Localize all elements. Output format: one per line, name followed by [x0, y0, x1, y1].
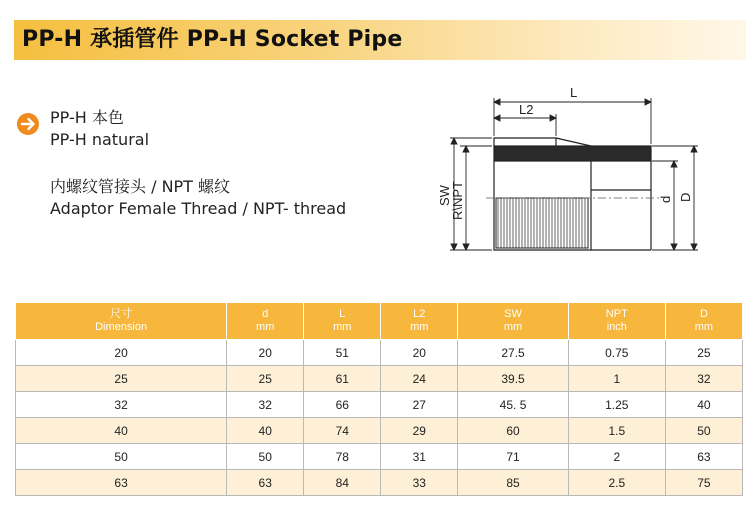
table-cell: 0.75: [568, 340, 665, 366]
column-header-unit: mm: [333, 321, 352, 333]
product-type-block: [50, 176, 346, 220]
label-D: D: [678, 192, 693, 202]
table-cell: 40: [16, 418, 227, 444]
table-row: [16, 444, 743, 470]
table-cell: 39.5: [458, 366, 568, 392]
table-cell: 20: [16, 340, 227, 366]
thread-area: [496, 198, 588, 248]
column-header-unit: inch: [606, 321, 627, 333]
label-d: d: [658, 195, 673, 203]
table-cell: 33: [381, 470, 458, 496]
page-title: PP-H 承插管件 PP-H Socket Pipe: [22, 27, 403, 52]
table-row: [16, 340, 743, 366]
column-header-label: D: [699, 308, 708, 320]
spec-table: [15, 302, 743, 496]
column-header: [16, 303, 227, 340]
table-cell: 63: [16, 470, 227, 496]
table-cell: 63: [227, 470, 304, 496]
table-cell: 63: [665, 444, 742, 470]
table-cell: 31: [381, 444, 458, 470]
column-header: [458, 303, 568, 340]
column-header: [568, 303, 665, 340]
column-header-unit: Dimension: [95, 321, 148, 333]
label-L: L: [570, 85, 578, 100]
table-cell: 78: [304, 444, 381, 470]
column-header: [381, 303, 458, 340]
product-color-en: PP-H natural: [50, 130, 150, 149]
table-cell: 25: [16, 366, 227, 392]
column-header-unit: mm: [256, 321, 275, 333]
table-cell: 50: [665, 418, 742, 444]
table-cell: 50: [227, 444, 304, 470]
column-header-label: SW: [504, 308, 522, 320]
table-cell: 85: [458, 470, 568, 496]
table-cell: 74: [304, 418, 381, 444]
column-header-unit: mm: [694, 321, 714, 333]
table-cell: 50: [16, 444, 227, 470]
table-cell: 61: [304, 366, 381, 392]
table-cell: 66: [304, 392, 381, 418]
table-header-row: [16, 303, 743, 340]
table-cell: 2: [568, 444, 665, 470]
table-cell: 1.5: [568, 418, 665, 444]
table-cell: 25: [227, 366, 304, 392]
table-cell: 60: [458, 418, 568, 444]
table-cell: 75: [665, 470, 742, 496]
table-cell: 51: [304, 340, 381, 366]
product-type-en: Adaptor Female Thread / NPT- thread: [50, 199, 347, 218]
table-cell: 40: [665, 392, 742, 418]
column-header-label: d: [262, 308, 269, 320]
column-header-unit: mm: [410, 321, 429, 333]
column-header-unit: mm: [503, 321, 523, 333]
table-cell: 2.5: [568, 470, 665, 496]
table-cell: 20: [381, 340, 458, 366]
table-cell: 32: [665, 366, 742, 392]
label-SW: SW: [437, 185, 452, 206]
table-cell: 45. 5: [458, 392, 568, 418]
table-row: [16, 366, 743, 392]
label-L2: L2: [519, 102, 534, 117]
table-cell: 84: [304, 470, 381, 496]
table-cell: 27: [381, 392, 458, 418]
table-cell: 27.5: [458, 340, 568, 366]
table-row: [16, 392, 743, 418]
table-cell: 32: [227, 392, 304, 418]
table-row: [16, 418, 743, 444]
table-cell: 1: [568, 366, 665, 392]
table-cell: 1.25: [568, 392, 665, 418]
table-cell: 25: [665, 340, 742, 366]
label-RNPT: R\NPT: [450, 181, 465, 220]
table-cell: 71: [458, 444, 568, 470]
table-row: [16, 470, 743, 496]
table-cell: 40: [227, 418, 304, 444]
product-color-block: [50, 107, 149, 151]
table-cell: 20: [227, 340, 304, 366]
table-cell: 24: [381, 366, 458, 392]
column-header-label: NPT: [605, 308, 628, 320]
column-header-label: L2: [413, 308, 426, 320]
column-header: [665, 303, 742, 340]
table-cell: 32: [16, 392, 227, 418]
fitting-drawing: [416, 78, 716, 270]
product-type-cn: 内螺纹管接头 / NPT 螺纹: [50, 177, 231, 196]
arrow-right-icon: [17, 113, 39, 135]
column-header: [304, 303, 381, 340]
product-color-cn: PP-H 本色: [50, 108, 124, 127]
column-header: [227, 303, 304, 340]
column-header-label: 尺寸: [110, 308, 133, 320]
table-body: [16, 340, 743, 496]
column-header-label: L: [339, 308, 346, 320]
table-cell: 29: [381, 418, 458, 444]
